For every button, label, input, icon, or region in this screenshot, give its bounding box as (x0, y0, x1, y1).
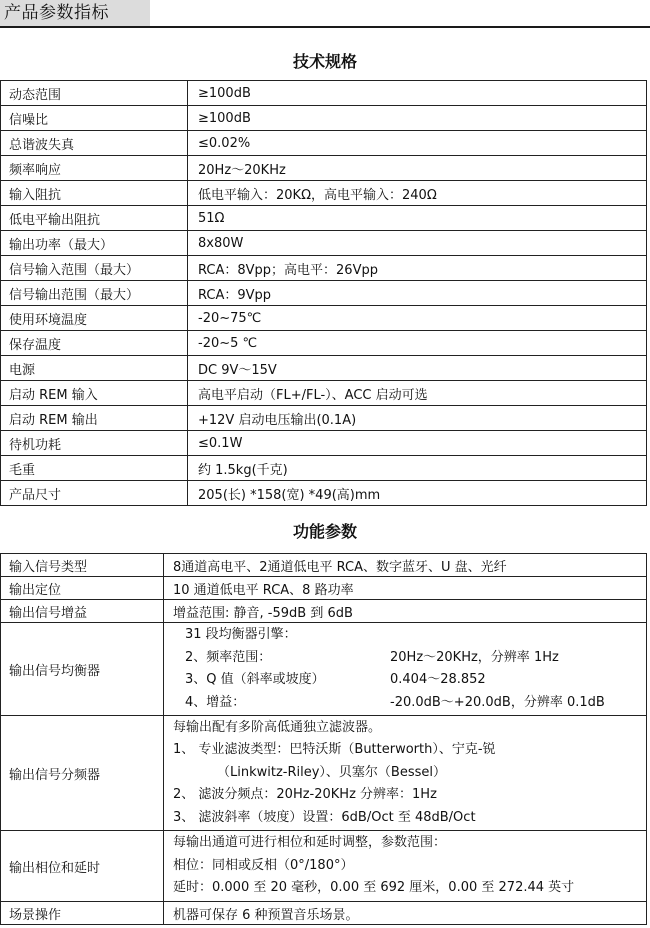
table-row (1, 281, 647, 306)
spec-label: 产品尺寸 (1, 481, 188, 506)
table-row (1, 206, 647, 231)
spec-label: 信噪比 (1, 106, 188, 131)
table-row (1, 406, 647, 431)
crossover-line: 1、 专业滤波类型：巴特沃斯（Butterworth）、宁克-锐 (173, 742, 496, 758)
eq-line-value: 20Hz～20KHz，分辨率 1Hz (390, 649, 559, 665)
eq-line-value: -20.0dB～+20.0dB，分辨率 0.1dB (390, 694, 605, 710)
spec-label: 频率响应 (1, 156, 188, 181)
table-row (1, 577, 647, 600)
tech-spec-title: 技术规格 (292, 52, 357, 71)
spec-label: 输入阻抗 (1, 181, 188, 206)
table-row (1, 156, 647, 181)
spec-value: RCA：9Vpp (188, 281, 647, 306)
spec-label: 毛重 (1, 456, 188, 481)
table-row (1, 716, 647, 831)
table-row (1, 902, 647, 925)
spec-value: ≥100dB (188, 81, 647, 106)
function-params-table (0, 553, 647, 925)
spec-label: 低电平输出阻抗 (1, 206, 188, 231)
param-label: 输出相位和延时 (1, 831, 164, 902)
param-label: 输出信号均衡器 (1, 623, 164, 716)
phase-line: 每输出通道可进行相位和延时调整，参数范围： (173, 835, 447, 851)
param-label: 输出定位 (1, 577, 164, 600)
spec-label: 电源 (1, 356, 188, 381)
spec-value: 8x80W (188, 231, 647, 256)
crossover-line: （Linkwitz-Riley）、贝塞尔（Bessel） (217, 764, 446, 780)
table-row (1, 231, 647, 256)
eq-line-label: 2、频率范围： (185, 649, 272, 665)
spec-value: 205(长) *158(宽) *49(高)mm (188, 481, 647, 506)
spec-value: DC 9V～15V (188, 356, 647, 381)
function-params-title: 功能参数 (292, 522, 357, 541)
eq-line: 31 段均衡器引擎： (185, 627, 297, 642)
spec-value: 20Hz～20KHz (188, 156, 647, 181)
eq-line-label: 4、增益： (185, 694, 246, 710)
param-value: 增益范围: 静音, -59dB 到 6dB (164, 600, 647, 623)
table-row (1, 306, 647, 331)
spec-label: 待机功耗 (1, 431, 188, 456)
phase-line: 相位：同相或反相（0°/180°） (173, 857, 354, 873)
table-row (1, 131, 647, 156)
crossover-line: 3、 滤波斜率（坡度）设置：6dB/Oct 至 48dB/Oct (173, 809, 476, 825)
phase-line: 延时：0.000 至 20 毫秒，0.00 至 692 厘米，0.00 至 272.44 英寸 (173, 880, 575, 896)
table-row (1, 431, 647, 456)
phase-cell (164, 831, 647, 902)
table-row (1, 600, 647, 623)
eq-line-label: 3、Q 值（斜率或坡度） (185, 672, 325, 687)
table-row (1, 456, 647, 481)
page-heading: 产品参数指标 (0, 0, 150, 26)
spec-value: 低电平输入：20KΩ，高电平输入：240Ω (188, 181, 647, 206)
spec-value: +12V 启动电压输出(0.1A) (188, 406, 647, 431)
crossover-line: 2、 滤波分频点：20Hz-20KHz 分辨率：1Hz (173, 787, 437, 803)
table-row (1, 181, 647, 206)
table-row (1, 554, 647, 577)
spec-value: RCA：8Vpp；高电平：26Vpp (188, 256, 647, 281)
param-label: 输出信号增益 (1, 600, 164, 623)
table-row (1, 256, 647, 281)
eq-cell (164, 623, 647, 716)
spec-value: -20~75℃ (188, 306, 647, 331)
param-value: 机器可保存 6 种预置音乐场景。 (164, 902, 647, 925)
spec-label: 信号输出范围（最大） (1, 281, 188, 306)
table-row (1, 356, 647, 381)
spec-value: ≤0.1W (188, 431, 647, 456)
eq-line-value: 0.404～28.852 (390, 672, 486, 687)
spec-label: 启动 REM 输出 (1, 406, 188, 431)
heading-rule (0, 26, 650, 28)
spec-value: -20~5 ℃ (188, 331, 647, 356)
spec-value: ≤0.02% (188, 131, 647, 156)
spec-label: 动态范围 (1, 81, 188, 106)
table-row (1, 381, 647, 406)
spec-label: 保存温度 (1, 331, 188, 356)
spec-value: 51Ω (188, 206, 647, 231)
table-row (1, 81, 647, 106)
param-value: 8通道高电平、2通道低电平 RCA、数字蓝牙、U 盘、光纤 (164, 554, 647, 577)
tech-spec-table (0, 80, 647, 506)
spec-label: 信号输入范围（最大） (1, 256, 188, 281)
table-row (1, 481, 647, 506)
crossover-line: 每输出配有多阶高低通独立滤波器。 (173, 719, 382, 735)
spec-label: 启动 REM 输入 (1, 381, 188, 406)
table-row (1, 623, 647, 716)
table-row (1, 106, 647, 131)
param-value: 10 通道低电平 RCA、8 路功率 (164, 577, 647, 600)
table-row (1, 831, 647, 902)
spec-value: ≥100dB (188, 106, 647, 131)
spec-label: 总谐波失真 (1, 131, 188, 156)
spec-label: 使用环境温度 (1, 306, 188, 331)
spec-value: 约 1.5kg(千克) (188, 456, 647, 481)
table-row (1, 331, 647, 356)
crossover-cell (164, 716, 647, 831)
spec-value: 高电平启动（FL+/FL-）、ACC 启动可选 (188, 381, 647, 406)
spec-label: 输出功率（最大） (1, 231, 188, 256)
param-label: 输入信号类型 (1, 554, 164, 577)
param-label: 场景操作 (1, 902, 164, 925)
param-label: 输出信号分频器 (1, 716, 164, 831)
